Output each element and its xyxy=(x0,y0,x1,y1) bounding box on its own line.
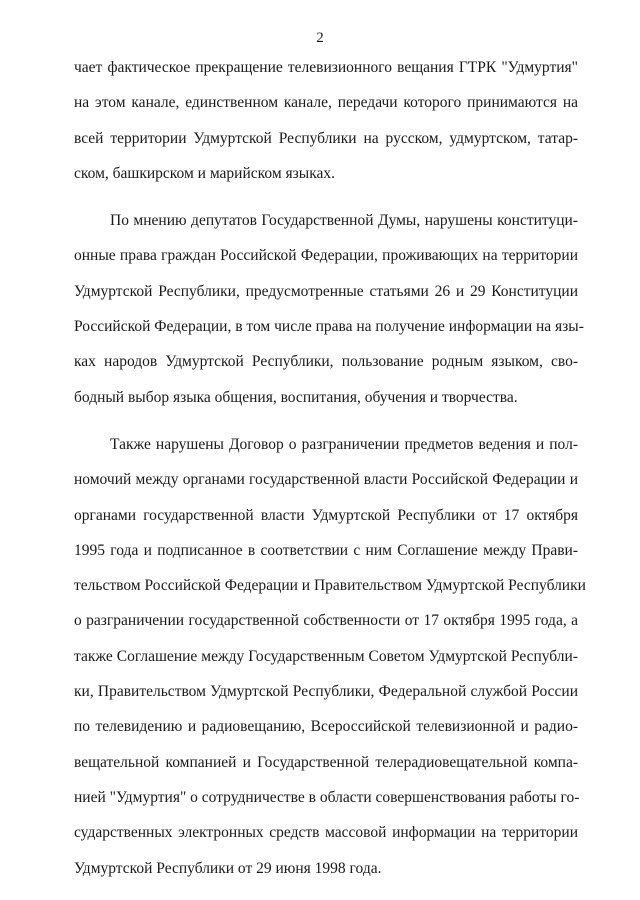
text-line: 1995 года и подписанное в соответствии с ним Соглашение между Прави- xyxy=(74,541,578,559)
text-line: сударственных электронных средств массовой информации на территории xyxy=(74,824,578,842)
text-line: вещательной компанией и Государственной телерадиовещательной компа- xyxy=(74,753,578,771)
text-line: на этом канале, единственном канале, передачи которого принимаются на xyxy=(74,94,578,112)
text-line: тельством Российской Федерации и Правительством Удмуртской Республики xyxy=(74,577,586,595)
paragraph xyxy=(74,203,584,415)
text-line: также Соглашение между Государственным Советом Удмуртской Республи- xyxy=(74,647,578,665)
text-line: номочий между органами государственной власти Российской Федерации и xyxy=(74,471,578,489)
text-line: ках народов Удмуртской Республики, пользование родным языком, сво- xyxy=(74,353,578,371)
text-line: Российской Федерации, в том числе права на получение информации на язы- xyxy=(74,318,584,336)
text-line: нией "Удмуртия" о сотрудничестве в области совершенствования работы го- xyxy=(74,788,580,806)
text-line: всей территории Удмуртской Республики на русском, удмуртском, татар- xyxy=(74,129,578,147)
text-line: ки, Правительством Удмуртской Республики, Федеральной службой России xyxy=(74,683,578,701)
text-line: о разграничении государственной собственности от 17 октября 1995 года, а xyxy=(74,612,578,630)
text-line: ском, башкирском и марийском языках. xyxy=(74,164,335,182)
text-line: органами государственной власти Удмуртской Республики от 17 октября xyxy=(74,506,578,524)
body-text xyxy=(74,50,586,886)
paragraph xyxy=(74,427,586,886)
paragraph xyxy=(74,50,578,191)
text-line: бодный выбор языка общения, воспитания, обучения и творчества. xyxy=(74,388,518,406)
text-line: по телевидению и радиовещанию, Всероссийской телевизионной и радио- xyxy=(74,718,578,736)
text-line: Удмуртской Республики от 29 июня 1998 года. xyxy=(74,859,382,877)
text-line: Также нарушены Договор о разграничении предметов ведения и пол- xyxy=(110,435,578,453)
text-line: По мнению депутатов Государственной Думы, нарушены конституци- xyxy=(110,212,578,230)
text-line: чает фактическое прекращение телевизионного вещания ГТРК "Удмуртия" xyxy=(74,59,578,76)
page-number: 2 xyxy=(316,30,324,46)
text-line: Удмуртской Республики, предусмотренные статьями 26 и 29 Конституции xyxy=(74,282,578,300)
text-line: онные права граждан Российской Федерации, проживающих на территории xyxy=(74,247,578,265)
